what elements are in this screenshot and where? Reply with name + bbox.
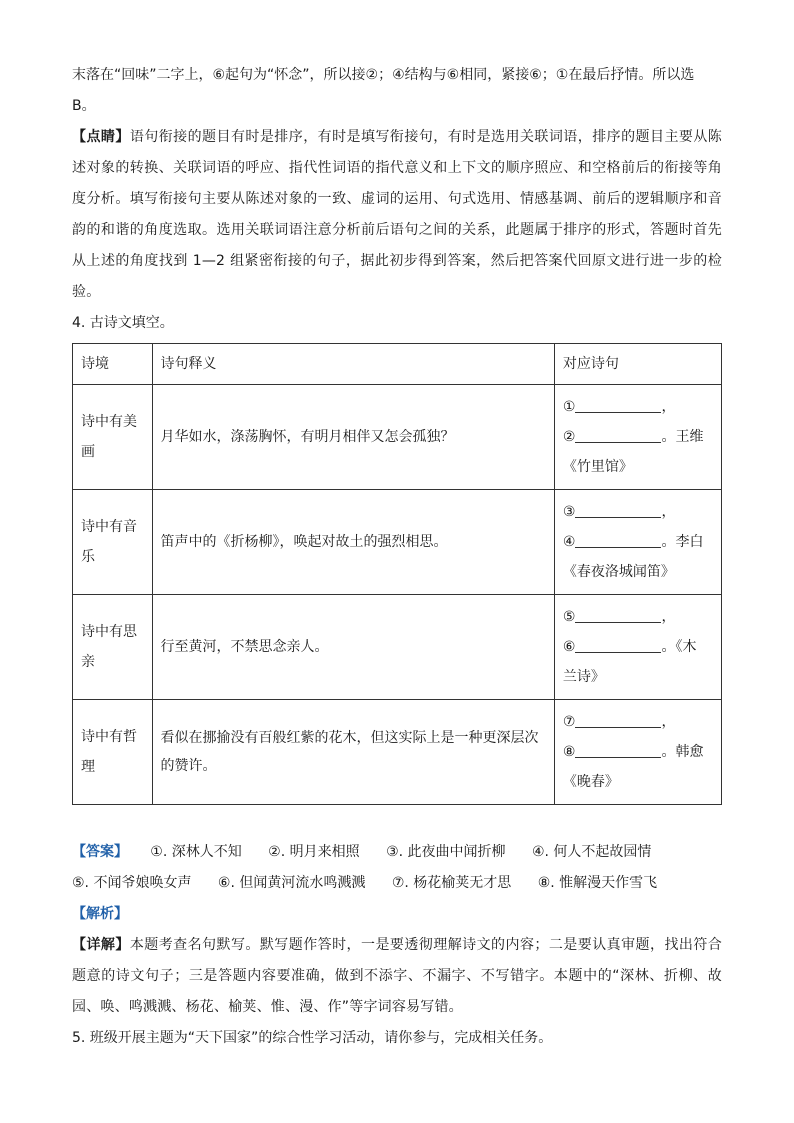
blank-number: ② — [562, 429, 576, 445]
blank-number: ⑤ — [562, 609, 576, 625]
blank-number: ① — [562, 399, 576, 415]
table-row — [73, 595, 722, 700]
meaning-cell: 月华如水，涤荡胸怀，有明月相伴又怎会孤独？ — [152, 385, 554, 490]
meaning-cell: 看似在挪揄没有百般红紫的花木，但这实际上是一种更深层次的赞许。 — [152, 700, 554, 805]
blank-number: ④ — [562, 534, 576, 550]
answer-cell — [554, 700, 721, 805]
answer-blank[interactable] — [575, 501, 661, 518]
answer-item: ①. 深林人不知 — [150, 844, 242, 860]
scene-cell: 诗中有哲理 — [73, 700, 153, 805]
table-row — [73, 490, 722, 595]
blank-suffix: ， — [661, 714, 676, 730]
detail-paragraph — [72, 930, 722, 1023]
header-meaning: 诗句释义 — [152, 344, 554, 385]
answer-blank[interactable] — [575, 531, 661, 548]
answer-item: ⑦. 杨花榆荚无才思 — [391, 875, 512, 891]
detail-label: 【详解】 — [72, 937, 130, 953]
answer-blank[interactable] — [575, 711, 661, 728]
prev-answer-line2: B。 — [72, 98, 96, 114]
answer-item: ④. 何人不起故园情 — [531, 844, 652, 860]
dianjing-label: 【点睛】 — [72, 129, 130, 145]
question-4-title: 4. 古诗文填空。 — [72, 315, 174, 331]
analysis-label: 【解析】 — [72, 906, 128, 922]
answer-item: ③. 此夜曲中闻折柳 — [386, 844, 506, 860]
scene-cell: 诗中有音乐 — [73, 490, 153, 595]
table-row — [73, 385, 722, 490]
detail-text: 本题考查名句默写。默写题作答时，一是要透彻理解诗文的内容；二是要认真审题，找出符合题意的诗文句子；三是答题内容要准确，做到不添字、不漏字、不写错字。本题中的“深林、折柳、故园、唤、鸣溅溅、杨花、榆荚、惟、漫、作”等字词容易写错。 — [72, 937, 722, 1015]
answer-blank[interactable] — [575, 396, 661, 413]
blank-suffix: 。韩愈 — [661, 744, 704, 760]
answer-cell — [554, 490, 721, 595]
prev-answer-text — [72, 60, 722, 122]
document-page — [72, 60, 722, 1054]
table-header-row — [73, 344, 722, 385]
header-lines: 对应诗句 — [554, 344, 721, 385]
poem-source: 兰诗》 — [562, 669, 605, 685]
blank-suffix: ， — [661, 504, 676, 520]
poem-source: 《晚春》 — [562, 774, 619, 790]
poem-source: 《春夜洛城闻笛》 — [562, 564, 675, 580]
answer-blank[interactable] — [575, 606, 661, 623]
poem-source: 《竹里馆》 — [562, 459, 633, 475]
blank-number: ③ — [562, 504, 576, 520]
meaning-cell: 行至黄河，不禁思念亲人。 — [152, 595, 554, 700]
prev-answer-line1: 末落在“回味”二字上，⑥起句为“怀念”，所以接②；④结构与⑥相同，紧接⑥；①在最后抒情。所以选 — [72, 67, 695, 83]
dianjing-text: 语句衔接的题目有时是排序，有时是填写衔接句，有时是选用关联词语，排序的题目主要从陈述对象的转换、关联词语的呼应、指代性词语的指代意义和上下文的顺序照应、和空格前后的衔接等角度分析。填写衔接句主要从陈述对象的一致、虚词的运用、句式选用、情感基调、前后的逻辑顺序和音韵的和谐的角度选取。选用关联词语注意分析前后语句之间的关系，此题属于排序的形式，答题时首先从上述的角度找到 1—2 组紧密衔接的句子，据此初步得到答案，然后把答案代回原文进行进一步的检验。 — [72, 129, 722, 300]
blank-suffix: ， — [661, 609, 676, 625]
scene-cell: 诗中有思亲 — [73, 595, 153, 700]
dianjing-paragraph — [72, 122, 722, 308]
answer-blank[interactable] — [575, 636, 661, 653]
header-scene: 诗境 — [73, 344, 153, 385]
answer-cell — [554, 595, 721, 700]
question-5-text: 5. 班级开展主题为“天下国家”的综合性学习活动，请你参与，完成相关任务。 — [72, 1030, 553, 1046]
scene-cell: 诗中有美画 — [73, 385, 153, 490]
answer-cell — [554, 385, 721, 490]
answer-blank[interactable] — [575, 741, 661, 758]
blank-suffix: 。王维 — [661, 429, 704, 445]
meaning-cell: 笛声中的《折杨柳》，唤起对故土的强烈相思。 — [152, 490, 554, 595]
analysis-heading — [72, 899, 722, 930]
answer-item: ⑤. 不闻爷娘唤女声 — [72, 875, 192, 891]
blank-suffix: ， — [661, 399, 676, 415]
blank-number: ⑥ — [562, 639, 576, 655]
answer-section — [72, 837, 722, 899]
blank-suffix: 。《木 — [661, 639, 697, 655]
answer-item: ⑧. 惟解漫天作雪飞 — [537, 875, 658, 891]
answer-item: ②. 明月来相照 — [268, 844, 360, 860]
blank-suffix: 。李白 — [661, 534, 704, 550]
answer-label: 【答案】 — [72, 844, 128, 860]
poem-table — [72, 343, 722, 805]
blank-number: ⑧ — [562, 744, 576, 760]
answer-item: ⑥. 但闻黄河流水鸣溅溅 — [217, 875, 366, 891]
table-row — [73, 700, 722, 805]
blank-number: ⑦ — [562, 714, 576, 730]
answer-blank[interactable] — [575, 426, 661, 443]
